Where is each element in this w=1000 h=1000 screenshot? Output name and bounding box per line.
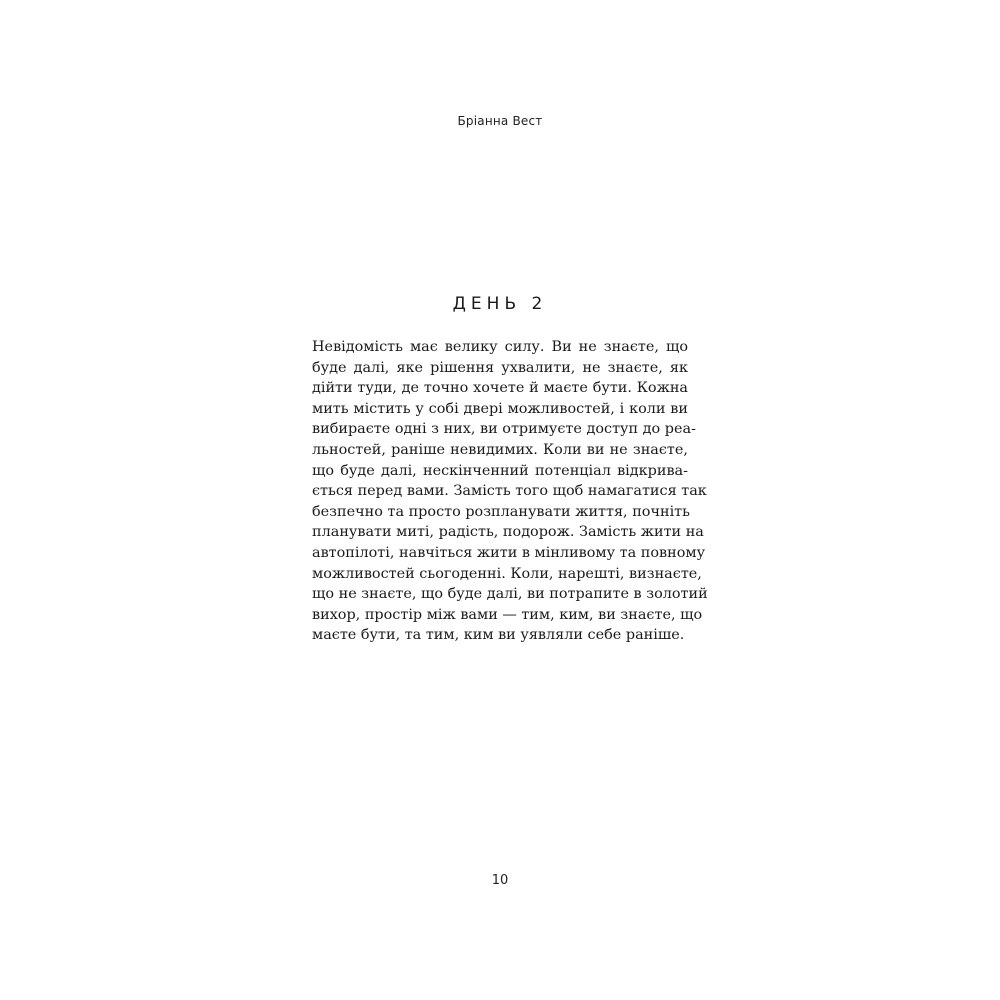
body-line: дійти туди, де точно хочете й маєте бути. Кожна — [312, 380, 688, 397]
running-header-author: Бріанна Вест — [457, 114, 543, 128]
body-line: що не знаєте, що буде далі, ви потрапите в золотий — [312, 586, 708, 603]
body-line: вибираєте одні з них, ви отримуєте доступ до реа- — [312, 421, 696, 438]
chapter-title: ДЕНЬ 2 — [452, 294, 548, 314]
page-number: 10 — [491, 873, 509, 888]
body-line: Невідомість має велику силу. Ви не знаєте, що — [312, 339, 688, 355]
body-line: маєте бути, та тим, ким ви уявляли себе раніше. — [312, 627, 685, 644]
body-line: вихор, простір між вами — тим, ким, ви знаєте, що — [312, 606, 703, 623]
body-line: що буде далі, нескінченний потенціал відкрива- — [312, 462, 688, 479]
body-line: планувати миті, радість, подорож. Замість жити на — [312, 524, 704, 541]
body-line: безпечно та просто розпланувати життя, почніть — [312, 503, 690, 520]
body-line: ється перед вами. Замість того щоб намагатися так — [312, 483, 707, 500]
body-line: можливостей сьогоденні. Коли, нарешті, визнаєте, — [312, 565, 702, 582]
body-line: льностей, раніше невидимих. Коли ви не знаєте, — [312, 441, 688, 458]
body-line: буде далі, яке рішення ухвалити, не знаєте, як — [312, 359, 688, 376]
body-line: мить містить у собі двері можливостей, і коли ви — [312, 400, 688, 417]
body-paragraph — [312, 337, 708, 646]
body-line: автопілоті, навчіться жити в мінливому та повному — [312, 544, 706, 561]
